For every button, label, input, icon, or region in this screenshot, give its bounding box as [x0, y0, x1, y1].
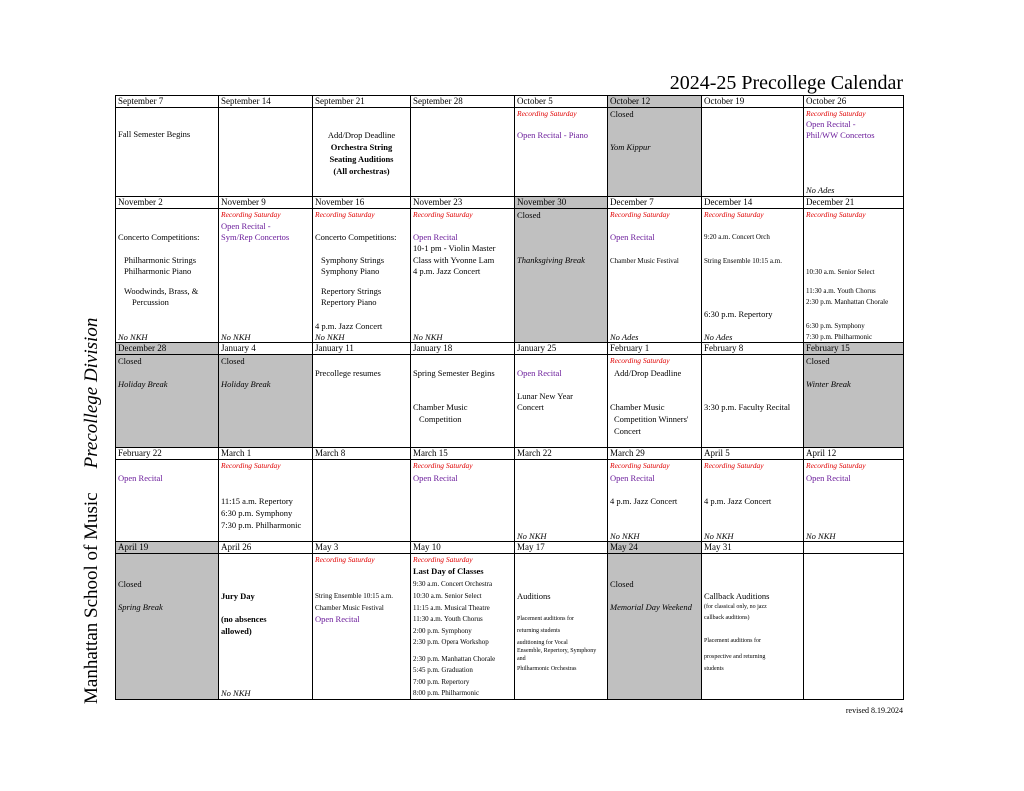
week-date: September 21: [313, 96, 411, 108]
event: 10:30 a.m. Senior Select: [806, 268, 875, 276]
holiday-name: Holiday Break: [221, 379, 271, 389]
holiday-name: Yom Kippur: [610, 142, 651, 152]
week-date: October 19: [702, 96, 804, 108]
event: 2:00 p.m. Symphony: [413, 627, 472, 635]
week-date: May 10: [411, 542, 515, 554]
event: Placement auditions for: [517, 616, 574, 622]
week-date: December 14: [702, 197, 804, 209]
note: No NKH: [221, 688, 251, 698]
day-cell: [608, 554, 702, 700]
open-recital: Open Recital: [610, 232, 655, 242]
event: String Ensemble 10:15 a.m.: [315, 592, 393, 600]
event: 5:45 p.m. Graduation: [413, 666, 473, 674]
week-date: February 22: [116, 448, 219, 460]
day-cell: [411, 209, 515, 343]
day-cell: [515, 209, 608, 343]
week-date: October 12: [608, 96, 702, 108]
day-cell: [411, 554, 515, 700]
day-cell: [515, 355, 608, 448]
day-cell: [313, 108, 411, 197]
week-body-row: [116, 209, 904, 343]
page-title: 2024-25 Precollege Calendar: [669, 72, 903, 94]
week-date: September 28: [411, 96, 515, 108]
week-date: March 29: [608, 448, 702, 460]
week-date: November 23: [411, 197, 515, 209]
day-cell: [608, 355, 702, 448]
week-date: March 15: [411, 448, 515, 460]
day-cell: [515, 554, 608, 700]
open-recital: Open Recital - Piano: [517, 130, 589, 140]
week-body-row: [116, 460, 904, 542]
recording-saturday-label: Recording Saturday: [413, 461, 473, 470]
event: Auditions: [517, 591, 551, 601]
event: Orchestra String: [330, 142, 393, 152]
week-date: September 14: [219, 96, 313, 108]
recording-saturday-label: Recording Saturday: [610, 461, 670, 470]
event: allowed): [221, 626, 252, 636]
week-date: January 11: [313, 343, 411, 355]
week-date: [804, 542, 904, 554]
day-cell: [219, 355, 313, 448]
note: No NKH: [315, 332, 345, 342]
event: Spring Semester Begins: [413, 368, 495, 378]
day-cell: [313, 209, 411, 343]
open-recital: Open Recital -: [806, 119, 856, 129]
event: 7:30 p.m. Philharmonic: [806, 333, 873, 341]
event: Lunar New Year: [517, 391, 573, 401]
recording-saturday-label: Recording Saturday: [610, 210, 670, 219]
note: No NKH: [806, 531, 836, 541]
event: Fall Semester Begins: [118, 129, 191, 139]
day-cell: [702, 554, 804, 700]
day-cell: [608, 460, 702, 542]
event: Philharmonic Orchestras: [517, 666, 577, 672]
open-recital: Open Recital: [806, 473, 851, 483]
event: 4 p.m. Jazz Concert: [413, 266, 481, 276]
event: Repertory Strings: [321, 286, 382, 296]
day-cell: [313, 355, 411, 448]
week-date: February 15: [804, 343, 904, 355]
day-cell: [804, 209, 904, 343]
event: auditioning for Vocal: [517, 640, 568, 646]
day-cell: [313, 554, 411, 700]
week-date: September 7: [116, 96, 219, 108]
event: prospective and returning: [704, 654, 766, 660]
recording-saturday-label: Recording Saturday: [806, 109, 866, 118]
event: 11:30 a.m. Youth Chorus: [806, 287, 876, 295]
day-cell: [702, 108, 804, 197]
holiday-name: Holiday Break: [118, 379, 168, 389]
event: Last Day of Classes: [413, 566, 484, 576]
week-date: November 30: [515, 197, 608, 209]
week-date: May 3: [313, 542, 411, 554]
event: 7:30 p.m. Philharmonic: [221, 520, 302, 530]
event: String Ensemble 10:15 a.m.: [704, 257, 782, 265]
recording-saturday-label: Recording Saturday: [806, 210, 866, 219]
day-cell: [313, 460, 411, 542]
week-header-row: [116, 197, 904, 209]
day-cell: [515, 108, 608, 197]
recording-saturday-label: Recording Saturday: [413, 555, 473, 564]
vertical-sidebar-title: [72, 317, 112, 704]
week-date: April 19: [116, 542, 219, 554]
day-cell: [608, 209, 702, 343]
event: (no absences: [221, 614, 267, 624]
event: and: [517, 656, 526, 662]
day-cell: [804, 355, 904, 448]
event: students: [704, 666, 724, 672]
event: Ensemble, Repertory, Symphony: [517, 648, 597, 654]
week-date: November 9: [219, 197, 313, 209]
event: Symphony Piano: [321, 266, 380, 276]
school-name: Manhattan School of Music: [81, 492, 102, 704]
closed-label: Closed: [610, 109, 634, 119]
note: No NKH: [118, 332, 148, 342]
week-date: February 1: [608, 343, 702, 355]
open-recital: Open Recital: [315, 614, 360, 624]
recording-saturday-label: Recording Saturday: [704, 461, 764, 470]
event: Add/Drop Deadline: [327, 130, 396, 140]
event: Concert: [614, 426, 641, 436]
week-date: April 26: [219, 542, 313, 554]
event: 10:30 a.m. Senior Select: [413, 592, 482, 600]
closed-label: Closed: [118, 356, 142, 366]
day-cell: [116, 355, 219, 448]
week-date: November 16: [313, 197, 411, 209]
event: 6:30 p.m. Repertory: [704, 309, 773, 319]
recording-saturday-label: Recording Saturday: [221, 210, 281, 219]
event: 9:20 a.m. Concert Orch: [704, 233, 770, 241]
week-date: December 7: [608, 197, 702, 209]
event: Symphony Strings: [321, 255, 385, 265]
day-cell: [116, 554, 219, 700]
event: Concerto Competitions:: [118, 232, 200, 242]
event: Percussion: [132, 297, 169, 307]
day-cell: [804, 460, 904, 542]
day-cell: [702, 355, 804, 448]
week-body-row: [116, 355, 904, 448]
week-date: October 5: [515, 96, 608, 108]
week-header-row: [116, 448, 904, 460]
recording-saturday-label: Recording Saturday: [221, 461, 281, 470]
open-recital: Open Recital: [413, 232, 458, 242]
closed-label: Closed: [118, 579, 142, 589]
event: Chamber Music: [413, 402, 468, 412]
event: 4 p.m. Jazz Concert: [610, 496, 678, 506]
open-recital: Open Recital -: [221, 221, 271, 231]
event: Competition Winners': [614, 414, 689, 424]
week-date: January 4: [219, 343, 313, 355]
closed-label: Closed: [517, 210, 541, 220]
event: 10-1 pm - Violin Master: [413, 243, 496, 253]
event: returning students: [517, 628, 561, 634]
week-date: May 17: [515, 542, 608, 554]
recording-saturday-label: Recording Saturday: [413, 210, 473, 219]
note: No NKH: [704, 531, 734, 541]
note: No NKH: [413, 332, 443, 342]
day-cell: [411, 355, 515, 448]
event: (All orchestras): [333, 166, 390, 176]
week-date: May 31: [702, 542, 804, 554]
event: Precollege resumes: [315, 368, 381, 378]
day-cell: [804, 108, 904, 197]
recording-saturday-label: Recording Saturday: [517, 109, 577, 118]
recording-saturday-label: Recording Saturday: [315, 210, 375, 219]
open-recital: Phil/WW Concertos: [806, 130, 875, 140]
event: Chamber Music Festival: [315, 604, 384, 612]
event: 6:30 p.m. Symphony: [806, 322, 865, 330]
week-header-row: [116, 343, 904, 355]
event: (for classical only, no jazz: [704, 604, 767, 610]
event: Jury Day: [221, 591, 255, 601]
event: 8:00 p.m. Philharmonic: [413, 689, 480, 697]
day-cell: [219, 554, 313, 700]
event: 6:30 p.m. Symphony: [221, 508, 293, 518]
week-date: December 21: [804, 197, 904, 209]
event: 11:30 a.m. Youth Chorus: [413, 615, 483, 623]
event: Seating Auditions: [329, 154, 394, 164]
revision-note: revised 8.19.2024: [845, 706, 903, 715]
day-cell: [702, 460, 804, 542]
week-date: May 24: [608, 542, 702, 554]
week-date: January 25: [515, 343, 608, 355]
note: No NKH: [517, 531, 547, 541]
recording-saturday-label: Recording Saturday: [610, 356, 670, 365]
open-recital: Open Recital: [610, 473, 655, 483]
note: No NKH: [610, 531, 640, 541]
division-name: Precollege Division: [81, 317, 102, 469]
note: No NKH: [221, 332, 251, 342]
event: 11:15 a.m. Musical Theatre: [413, 604, 490, 612]
recording-saturday-label: Recording Saturday: [806, 461, 866, 470]
event: 4 p.m. Jazz Concert: [315, 321, 383, 331]
event: Placement auditions for: [704, 638, 761, 644]
closed-label: Closed: [221, 356, 245, 366]
open-recital: Open Recital: [118, 473, 163, 483]
event: 9:30 a.m. Concert Orchestra: [413, 580, 493, 588]
holiday-name: Spring Break: [118, 602, 163, 612]
note: No Ades: [610, 332, 639, 342]
event: callback auditions): [704, 615, 750, 621]
event: 2:30 p.m. Manhattan Chorale: [806, 298, 889, 306]
day-cell: [219, 460, 313, 542]
open-recital: Sym/Rep Concertos: [221, 232, 290, 242]
day-cell: [116, 209, 219, 343]
closed-label: Closed: [806, 356, 830, 366]
day-cell: [515, 460, 608, 542]
week-date: April 5: [702, 448, 804, 460]
event: Class with Yvonne Lam: [413, 255, 495, 265]
event: Philharmonic Piano: [124, 266, 192, 276]
event: Competition: [419, 414, 462, 424]
event: Woodwinds, Brass, &: [124, 286, 199, 296]
day-cell: [804, 554, 904, 700]
day-cell: [116, 108, 219, 197]
week-header-row: [116, 542, 904, 554]
day-cell: [219, 108, 313, 197]
week-date: December 28: [116, 343, 219, 355]
week-date: March 22: [515, 448, 608, 460]
week-date: October 26: [804, 96, 904, 108]
week-date: April 12: [804, 448, 904, 460]
event: 2:30 p.m. Manhattan Chorale: [413, 655, 496, 663]
event: 4 p.m. Jazz Concert: [704, 496, 772, 506]
event: Callback Auditions: [704, 591, 770, 601]
note: No Ades: [704, 332, 733, 342]
event: 7:00 p.m. Repertory: [413, 678, 470, 686]
day-cell: [411, 460, 515, 542]
holiday-name: Winter Break: [806, 379, 851, 389]
note: No Ades: [806, 185, 835, 195]
week-body-row: [116, 554, 904, 700]
event: Philharmonic Strings: [124, 255, 197, 265]
event: Concert: [517, 402, 544, 412]
event: Chamber Music Festival: [610, 257, 679, 265]
day-cell: [411, 108, 515, 197]
week-date: February 8: [702, 343, 804, 355]
week-body-row: [116, 108, 904, 197]
calendar-table: [115, 95, 904, 700]
event: 11:15 a.m. Repertory: [221, 496, 293, 506]
day-cell: [702, 209, 804, 343]
week-header-row: [116, 96, 904, 108]
recording-saturday-label: Recording Saturday: [315, 555, 375, 564]
week-date: November 2: [116, 197, 219, 209]
week-date: March 8: [313, 448, 411, 460]
event: Concerto Competitions:: [315, 232, 397, 242]
week-date: January 18: [411, 343, 515, 355]
event: 2:30 p.m. Opera Workshop: [413, 638, 489, 646]
open-recital: Open Recital: [517, 368, 562, 378]
event: Repertory Piano: [321, 297, 377, 307]
day-cell: [219, 209, 313, 343]
closed-label: Closed: [610, 579, 634, 589]
holiday-name: Thanksgiving Break: [517, 255, 585, 265]
open-recital: Open Recital: [413, 473, 458, 483]
holiday-name: Memorial Day Weekend: [610, 602, 692, 612]
day-cell: [116, 460, 219, 542]
event: Add/Drop Deadline: [614, 368, 682, 378]
day-cell: [608, 108, 702, 197]
event: 3:30 p.m. Faculty Recital: [704, 402, 791, 412]
week-date: March 1: [219, 448, 313, 460]
recording-saturday-label: Recording Saturday: [704, 210, 764, 219]
event: Chamber Music: [610, 402, 665, 412]
